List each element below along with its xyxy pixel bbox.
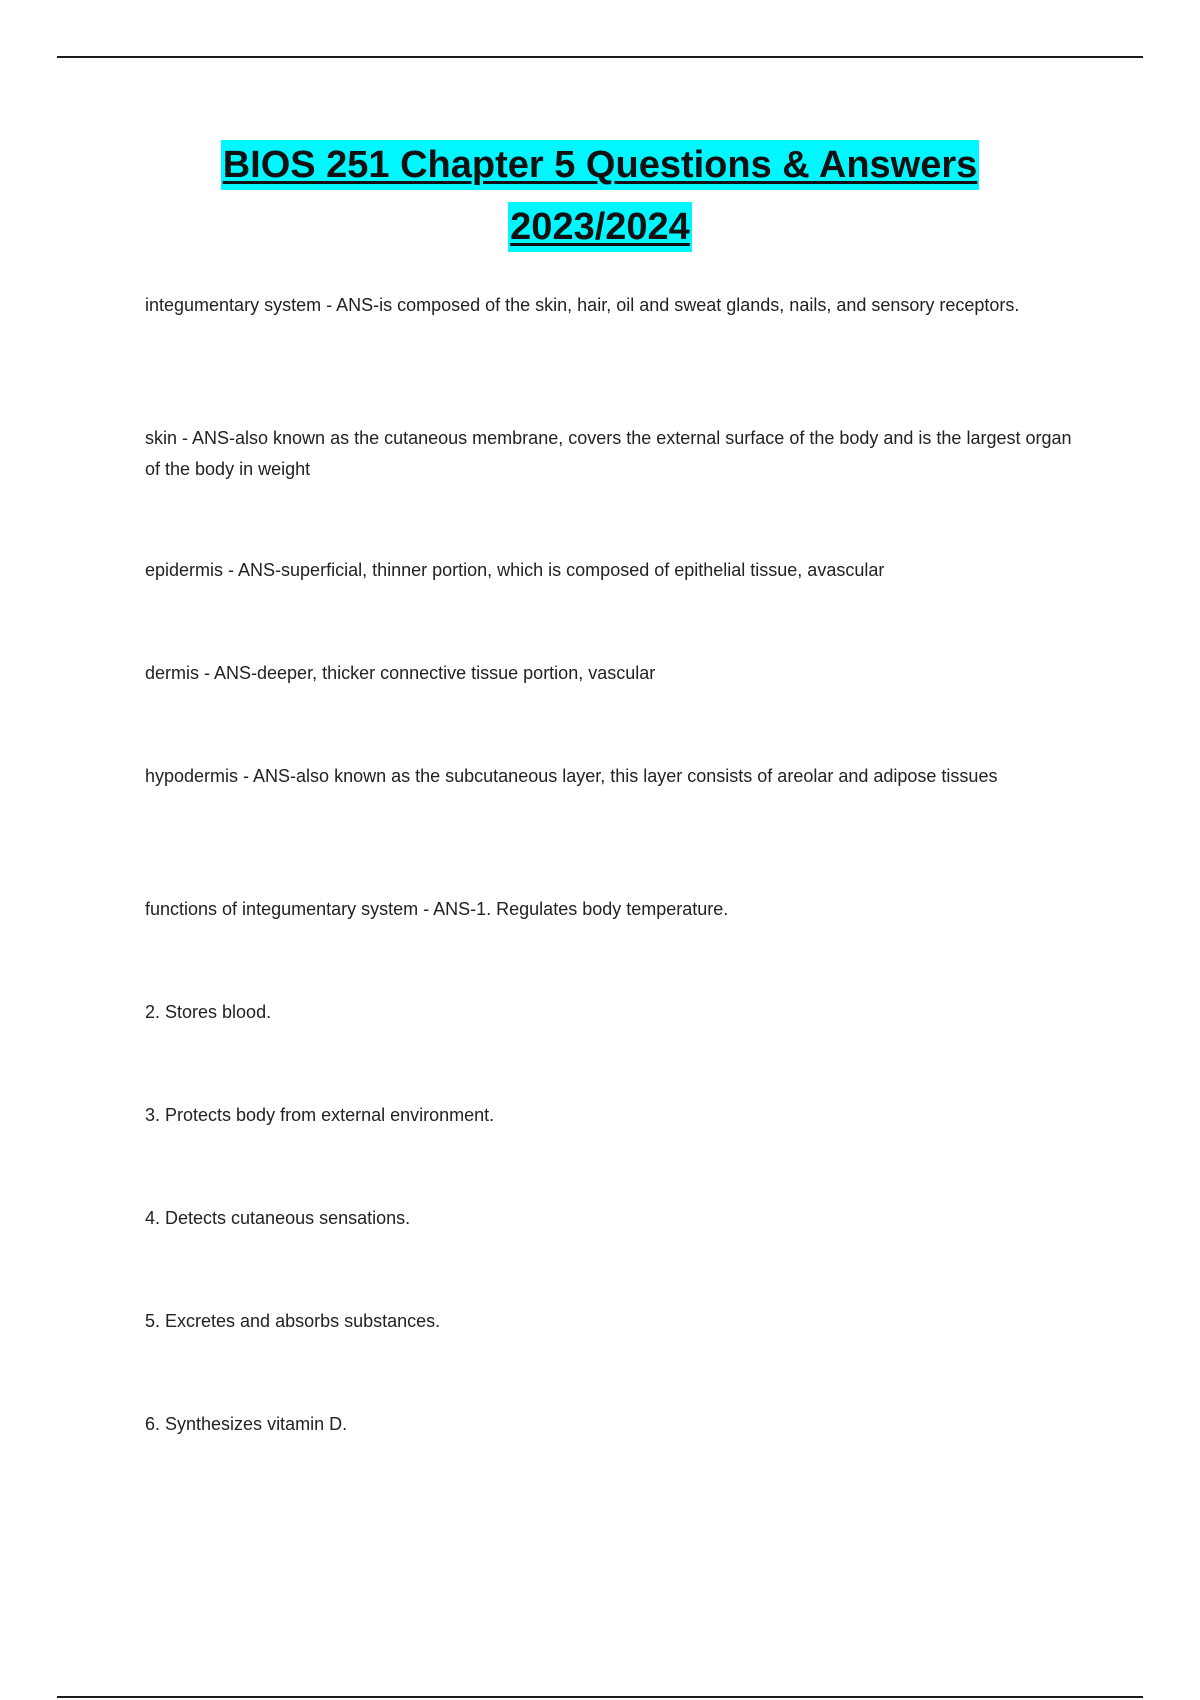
list-item-protects-body: 3. Protects body from external environment. bbox=[145, 1105, 495, 1125]
entry-dermis: dermis - ANS-deeper, thicker connective tissue portion, vascular bbox=[145, 663, 656, 683]
list-item-excretes-absorbs: 5. Excretes and absorbs substances. bbox=[145, 1311, 441, 1331]
entry-epidermis: epidermis - ANS-superficial, thinner portion, which is composed of epithelial tissue, avascular bbox=[145, 560, 885, 580]
document-title bbox=[0, 140, 1200, 252]
entry-skin: skin - ANS-also known as the cutaneous membrane, covers the external surface of the body and is the largest organ of the body in weight bbox=[145, 428, 1072, 479]
top-rule bbox=[57, 56, 1143, 58]
entry-hypodermis: hypodermis - ANS-also known as the subcutaneous layer, this layer consists of areolar and adipose tissues bbox=[145, 766, 998, 786]
entry-functions: functions of integumentary system - ANS-1. Regulates body temperature. bbox=[145, 899, 729, 919]
list-item-detects-sensations: 4. Detects cutaneous sensations. bbox=[145, 1208, 411, 1228]
title-line-2: 2023/2024 bbox=[508, 202, 692, 252]
title-line-1: BIOS 251 Chapter 5 Questions & Answers bbox=[221, 140, 980, 190]
list-item-synthesizes-vitamin-d: 6. Synthesizes vitamin D. bbox=[145, 1414, 348, 1434]
entry-integumentary-system: integumentary system - ANS-is composed of the skin, hair, oil and sweat glands, nails, and sensory receptors. bbox=[145, 295, 1020, 315]
bottom-rule bbox=[57, 1696, 1143, 1698]
list-item-stores-blood: 2. Stores blood. bbox=[145, 1002, 272, 1022]
